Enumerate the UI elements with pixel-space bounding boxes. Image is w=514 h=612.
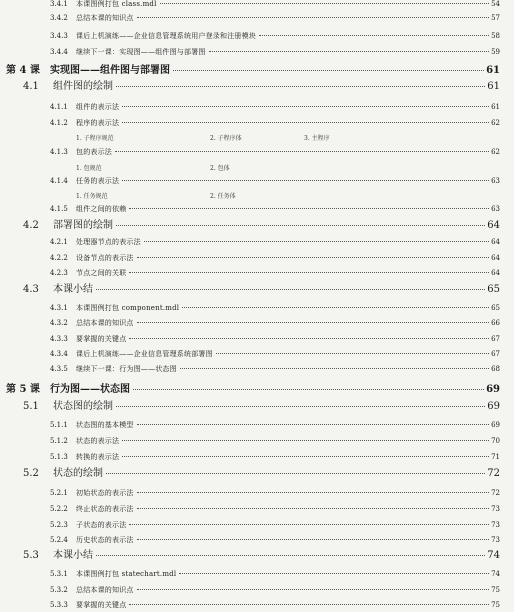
dot-leader bbox=[160, 3, 490, 4]
toc-section[interactable] bbox=[23, 285, 500, 295]
dot-leader bbox=[137, 492, 489, 493]
dot-leader bbox=[129, 272, 489, 273]
toc-subsection[interactable] bbox=[50, 320, 500, 327]
toc-subsection[interactable] bbox=[50, 104, 500, 111]
dot-leader bbox=[137, 257, 489, 258]
page-number: 61 bbox=[487, 81, 500, 92]
toc-title: 节点之间的关联 bbox=[76, 269, 127, 277]
toc-title: 要掌握的关键点 bbox=[76, 601, 127, 609]
dot-leader bbox=[137, 589, 489, 590]
dot-leader bbox=[216, 353, 489, 354]
toc-number: 5.1 bbox=[23, 401, 39, 412]
toc-subsection[interactable] bbox=[50, 602, 500, 609]
toc-title: 组件的表示法 bbox=[76, 103, 120, 111]
toc-number: 4.3.5 bbox=[50, 365, 68, 373]
dot-leader bbox=[116, 86, 485, 87]
dot-leader bbox=[116, 225, 485, 226]
page-number: 71 bbox=[491, 453, 500, 461]
toc-title: 总结本课的知识点 bbox=[76, 14, 134, 22]
page-number: 72 bbox=[487, 468, 500, 479]
toc-subitem: 1. 任务规范 bbox=[76, 193, 108, 200]
toc-number: 3.4.4 bbox=[50, 48, 68, 56]
toc-title: 本课图例打包 component.mdl bbox=[76, 304, 180, 312]
dot-leader bbox=[182, 307, 489, 308]
toc-title: 实现图——组件图与部署图 bbox=[50, 65, 170, 76]
page-number: 65 bbox=[491, 304, 500, 312]
page-number: 75 bbox=[491, 586, 500, 594]
toc-section[interactable] bbox=[23, 469, 500, 479]
page-number: 69 bbox=[491, 421, 500, 429]
toc-number: 5.2.1 bbox=[50, 489, 68, 497]
page-number: 58 bbox=[491, 32, 500, 40]
toc-title: 状态图的基本模型 bbox=[76, 421, 134, 429]
toc-title: 状态的绘制 bbox=[53, 468, 103, 479]
toc-number: 5.3 bbox=[23, 550, 39, 561]
page-number: 57 bbox=[491, 14, 500, 22]
toc-number: 5.1.2 bbox=[50, 437, 68, 445]
toc-subsection[interactable] bbox=[50, 149, 500, 156]
dot-leader bbox=[122, 122, 489, 123]
page-number: 72 bbox=[491, 489, 500, 497]
dot-leader bbox=[137, 17, 489, 18]
toc-title: 课后上机演练——企业信息管理系统用户登录和注册模块 bbox=[76, 32, 256, 40]
page-number: 69 bbox=[486, 384, 500, 395]
toc-subsection[interactable] bbox=[50, 49, 500, 56]
toc-subsection[interactable] bbox=[50, 305, 500, 312]
toc-title: 程序的表示法 bbox=[76, 119, 120, 127]
toc-chapter[interactable] bbox=[6, 66, 500, 76]
page-number: 64 bbox=[487, 220, 500, 231]
toc-subsection[interactable] bbox=[50, 206, 500, 213]
toc-subsection[interactable] bbox=[50, 506, 500, 513]
dot-leader bbox=[137, 322, 489, 323]
toc-title: 要掌握的关键点 bbox=[76, 335, 127, 343]
page-number: 63 bbox=[491, 177, 500, 185]
dot-leader bbox=[129, 604, 489, 605]
toc-title: 总结本课的知识点 bbox=[76, 319, 134, 327]
dot-leader bbox=[115, 151, 489, 152]
toc-number: 5.2.2 bbox=[50, 505, 68, 513]
toc-subitem: 2. 子程序体 bbox=[210, 135, 242, 142]
toc-title: 继续下一课：行为图——状态图 bbox=[76, 365, 177, 373]
page-number: 61 bbox=[486, 65, 500, 76]
dot-leader bbox=[129, 208, 489, 209]
toc-number: 4.2.3 bbox=[50, 269, 68, 277]
toc-subsection[interactable] bbox=[50, 537, 500, 544]
toc-subitem: 2. 包体 bbox=[210, 165, 230, 172]
page-number: 59 bbox=[491, 48, 500, 56]
toc-number: 5.2.4 bbox=[50, 536, 68, 544]
toc-number: 4.1 bbox=[23, 81, 39, 92]
toc-title: 子状态的表示法 bbox=[76, 521, 127, 529]
page-number: 64 bbox=[491, 269, 500, 277]
toc-title: 状态图的绘制 bbox=[53, 401, 113, 412]
page-number: 67 bbox=[491, 335, 500, 343]
toc-subsection[interactable] bbox=[50, 178, 500, 185]
dot-leader bbox=[179, 573, 489, 574]
toc-number: 4.1.2 bbox=[50, 119, 68, 127]
toc-number: 4.2.1 bbox=[50, 238, 68, 246]
toc-title: 终止状态的表示法 bbox=[76, 505, 134, 513]
dot-leader bbox=[116, 406, 485, 407]
toc-number: 第 4 课 bbox=[6, 65, 40, 76]
dot-leader bbox=[259, 35, 489, 36]
toc-subsection[interactable] bbox=[50, 239, 500, 246]
toc-title: 任务的表示法 bbox=[76, 177, 120, 185]
page-number: 73 bbox=[491, 505, 500, 513]
page-number: 70 bbox=[491, 437, 500, 445]
toc-number: 4.1.1 bbox=[50, 103, 68, 111]
dot-leader bbox=[137, 424, 489, 425]
toc-title: 历史状态的表示法 bbox=[76, 536, 134, 544]
toc-number: 3.4.1 bbox=[50, 0, 68, 8]
toc-subitem: 1. 子程序规范 bbox=[76, 135, 114, 142]
toc-subsection[interactable] bbox=[50, 587, 500, 594]
page-number: 64 bbox=[491, 238, 500, 246]
dot-leader bbox=[137, 508, 489, 509]
toc-number: 5.3.1 bbox=[50, 570, 68, 578]
toc-number: 4.2.2 bbox=[50, 254, 68, 262]
toc-number: 4.1.3 bbox=[50, 148, 68, 156]
toc-title: 组件之间的依赖 bbox=[76, 205, 127, 213]
dot-leader bbox=[173, 70, 484, 71]
toc-subsection[interactable] bbox=[50, 522, 500, 529]
toc-chapter[interactable] bbox=[6, 385, 500, 395]
page-number: 66 bbox=[491, 319, 500, 327]
page-number: 65 bbox=[487, 284, 500, 295]
toc-title: 行为图——状态图 bbox=[50, 384, 130, 395]
dot-leader bbox=[144, 241, 489, 242]
toc-subsection[interactable] bbox=[50, 571, 500, 578]
dot-leader bbox=[122, 440, 489, 441]
page-number: 74 bbox=[491, 570, 500, 578]
dot-leader bbox=[122, 456, 489, 457]
toc-number: 4.1.5 bbox=[50, 205, 68, 213]
toc-subsection[interactable] bbox=[50, 490, 500, 497]
toc-number: 5.1.3 bbox=[50, 453, 68, 461]
toc-number: 5.3.3 bbox=[50, 601, 68, 609]
toc-section[interactable] bbox=[23, 402, 500, 412]
toc-subsection[interactable] bbox=[50, 255, 500, 262]
dot-leader bbox=[133, 389, 484, 390]
page-number: 75 bbox=[491, 601, 500, 609]
toc-number: 4.3 bbox=[23, 284, 39, 295]
toc-title: 设备节点的表示法 bbox=[76, 254, 134, 262]
toc-number: 5.2.3 bbox=[50, 521, 68, 529]
page-number: 54 bbox=[491, 0, 500, 8]
toc-subsection[interactable] bbox=[50, 336, 500, 343]
page-number: 61 bbox=[491, 103, 500, 111]
toc-title: 处理器节点的表示法 bbox=[76, 238, 141, 246]
toc-number: 5.1.1 bbox=[50, 421, 68, 429]
toc-subitem: 1. 包规范 bbox=[76, 165, 102, 172]
toc-section[interactable] bbox=[23, 551, 500, 561]
dot-leader bbox=[106, 473, 485, 474]
toc-number: 5.3.2 bbox=[50, 586, 68, 594]
toc-subsection[interactable] bbox=[50, 15, 500, 22]
toc-title: 包的表示法 bbox=[76, 148, 112, 156]
toc-number: 4.1.4 bbox=[50, 177, 68, 185]
toc-number: 3.4.2 bbox=[50, 14, 68, 22]
dot-leader bbox=[122, 106, 489, 107]
dot-leader bbox=[129, 338, 489, 339]
toc-subsection[interactable] bbox=[50, 33, 500, 40]
toc-number: 4.3.3 bbox=[50, 335, 68, 343]
toc-title: 本课图例打包 statechart.mdl bbox=[76, 570, 177, 578]
toc-subitem: 2. 任务体 bbox=[210, 193, 236, 200]
dot-leader bbox=[137, 539, 489, 540]
toc-section[interactable] bbox=[23, 221, 500, 231]
toc-title: 状态的表示法 bbox=[76, 437, 120, 445]
toc-title: 总结本课的知识点 bbox=[76, 586, 134, 594]
page-number: 69 bbox=[487, 401, 500, 412]
page-number: 68 bbox=[491, 365, 500, 373]
page-number: 63 bbox=[491, 205, 500, 213]
toc-title: 课后上机演练——企业信息管理系统部署图 bbox=[76, 350, 213, 358]
toc-subsection[interactable] bbox=[50, 1, 500, 8]
dot-leader bbox=[180, 368, 489, 369]
toc-title: 初始状态的表示法 bbox=[76, 489, 134, 497]
toc-subsection[interactable] bbox=[50, 422, 500, 429]
toc-subsection[interactable] bbox=[50, 270, 500, 277]
toc-title: 继续下一课：实现图——组件图与部署图 bbox=[76, 48, 206, 56]
dot-leader bbox=[96, 555, 485, 556]
toc-number: 第 5 课 bbox=[6, 384, 40, 395]
dot-leader bbox=[209, 51, 489, 52]
toc-subsection[interactable] bbox=[50, 351, 500, 358]
page-number: 62 bbox=[491, 119, 500, 127]
toc-number: 4.3.2 bbox=[50, 319, 68, 327]
page-number: 67 bbox=[491, 350, 500, 358]
toc-title: 组件图的绘制 bbox=[53, 81, 113, 92]
toc-title: 部署图的绘制 bbox=[53, 220, 113, 231]
toc-number: 3.4.3 bbox=[50, 32, 68, 40]
toc-subsection[interactable] bbox=[50, 366, 500, 373]
dot-leader bbox=[122, 180, 489, 181]
toc-subsection[interactable] bbox=[50, 454, 500, 461]
toc-subsection[interactable] bbox=[50, 438, 500, 445]
page-number: 74 bbox=[487, 550, 500, 561]
page-number: 64 bbox=[491, 254, 500, 262]
toc-title: 转换的表示法 bbox=[76, 453, 120, 461]
dot-leader bbox=[96, 289, 485, 290]
page-number: 73 bbox=[491, 536, 500, 544]
toc-title: 本课小结 bbox=[53, 550, 93, 561]
page-number: 73 bbox=[491, 521, 500, 529]
dot-leader bbox=[129, 524, 489, 525]
toc-number: 4.3.1 bbox=[50, 304, 68, 312]
toc-title: 本课图例打包 class.mdl bbox=[76, 0, 157, 8]
toc-number: 4.3.4 bbox=[50, 350, 68, 358]
toc-subsection[interactable] bbox=[50, 120, 500, 127]
page-number: 62 bbox=[491, 148, 500, 156]
toc-title: 本课小结 bbox=[53, 284, 93, 295]
toc-section[interactable] bbox=[23, 82, 500, 92]
toc-number: 5.2 bbox=[23, 468, 39, 479]
toc-subitem: 3. 主程序 bbox=[304, 135, 330, 142]
toc-number: 4.2 bbox=[23, 220, 39, 231]
